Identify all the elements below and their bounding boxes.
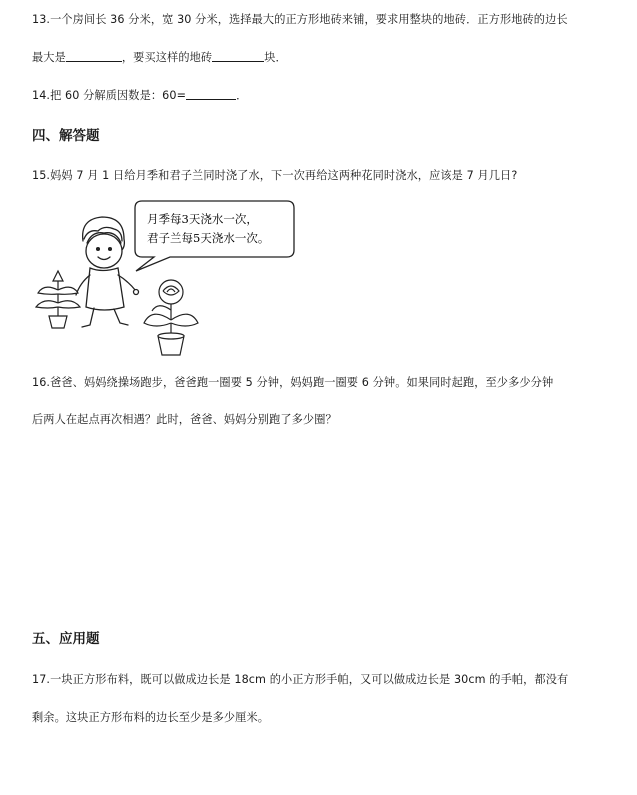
potted-rose (144, 280, 198, 355)
q14-prefix: 14.把 60 分解质因数是：60= (32, 89, 187, 102)
q16-line2: 后两人在起点再次相遇？此时，爸爸、妈妈分别跑了多少圈？ (32, 413, 337, 426)
potted-flower-small (36, 271, 80, 328)
q13-line1: 13.一个房间长 36 分米，宽 30 分米，选择最大的正方形地砖来铺，要求用整块的地砖．正方形地砖的边长 (32, 13, 568, 26)
section-5-heading: 五、应用题 (32, 631, 100, 647)
mother-figure (76, 217, 139, 327)
q14-suffix: ． (236, 89, 248, 102)
q17-line1: 17.一块正方形布料，既可以做成边长是 18cm 的小正方形手帕，又可以做成边长是 30cm 的手帕，都没有 (32, 673, 569, 686)
answer-blank-prime-factors[interactable] (186, 88, 236, 100)
q13-text-part1: 最大是 (32, 51, 66, 64)
q13-text-part3: 块． (264, 51, 287, 64)
q17-line2: 剩余。这块正方形布料的边长至少是多少厘米。 (32, 711, 270, 724)
q13-text-part2: ，要买这样的地砖 (121, 51, 213, 64)
answer-blank-tile-count[interactable] (212, 50, 264, 62)
speech-bubble (135, 201, 294, 271)
q16-line1: 16.爸爸、妈妈绕操场跑步，爸爸跑一圈要 5 分钟，妈妈跑一圈要 6 分钟。如果同时起跑，至少多少分钟 (32, 376, 554, 389)
q14-line (32, 87, 247, 103)
q13-line2 (32, 49, 287, 65)
bubble-line-2: 君子兰每5天浇水一次。 (147, 231, 270, 245)
answer-blank-side-length[interactable] (66, 50, 122, 62)
section-4-heading: 四、解答题 (32, 128, 100, 144)
bubble-line-1: 月季每3天浇水一次， (147, 212, 258, 226)
q15-text: 15.妈妈 7 月 1 日给月季和君子兰同时浇了水，下一次再给这两种花同时浇水，应该是 7 月几日? (32, 169, 518, 182)
watering-illustration (32, 195, 302, 360)
